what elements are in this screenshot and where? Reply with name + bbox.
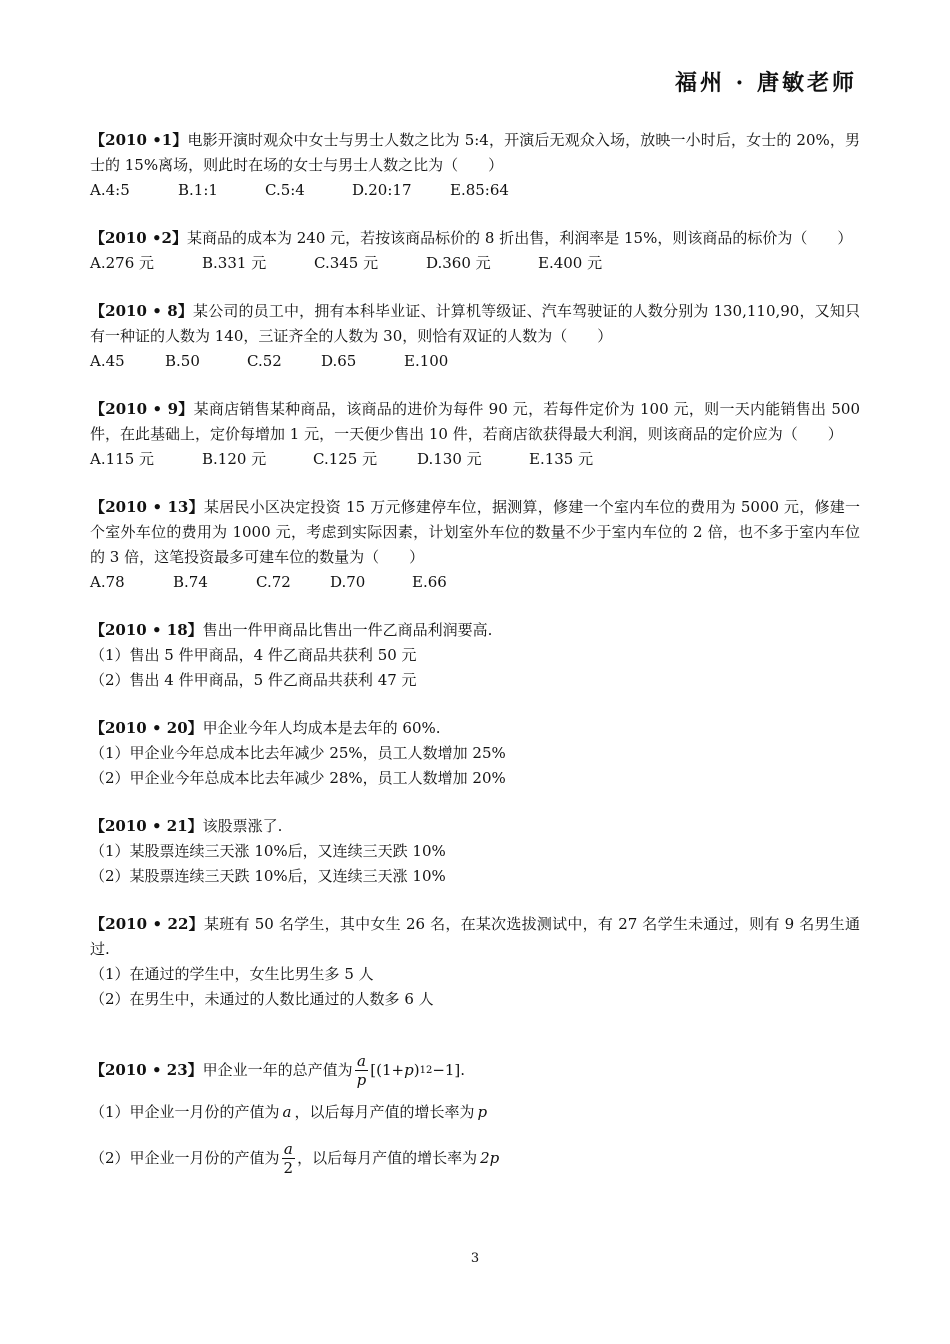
- question-tag: 【2010 •1】: [90, 131, 188, 149]
- condition-1: [90, 1100, 860, 1125]
- page-header: 福州 · 唐敏老师: [675, 70, 857, 96]
- fraction-denominator: p: [356, 1070, 367, 1089]
- option: A.45: [90, 352, 125, 370]
- option: D.130 元: [417, 450, 482, 468]
- question-stem: [90, 912, 860, 962]
- option: B.50: [165, 352, 200, 370]
- question-stem: [90, 618, 860, 643]
- option: D.65: [321, 352, 357, 370]
- question-stem: [90, 814, 860, 839]
- option: B.74: [173, 573, 208, 591]
- option: A.276 元: [90, 254, 154, 272]
- question-text: 电影开演时观众中女士与男士人数之比为 5:4，开演后无观众入场，放映一小时后，女士的 20%，男士的 15%离场，则此时在场的女士与男士人数之比为（ ）: [90, 131, 860, 174]
- condition-text: ，以后每月产值的增长率为: [297, 1148, 478, 1167]
- option: B.331 元: [202, 254, 267, 272]
- question-text: 某公司的员工中，拥有本科毕业证、计算机等级证、汽车驾驶证的人数分别为 130,110,90，又知只有一种证的人数为 140，三证齐全的人数为 30，则恰有双证的人数为（ ）: [90, 302, 861, 345]
- question-stem: [90, 397, 860, 447]
- options-row: [90, 349, 860, 374]
- question-stem: [90, 299, 860, 349]
- page-number: 3: [470, 1251, 480, 1266]
- options-row: [90, 570, 860, 595]
- question-text: 甲企业一年的总产值为: [202, 1060, 353, 1079]
- question-text: 某班有 50 名学生，其中女生 26 名，在某次选拔测试中，有 27 名学生未通过，则有 9 名男生通过.: [90, 915, 861, 958]
- formula-part: .: [460, 1060, 466, 1079]
- question-tag: 【2010 • 8】: [90, 302, 194, 320]
- question-text: 该股票涨了.: [202, 817, 283, 835]
- formula-part: −1]: [432, 1060, 461, 1079]
- condition-2: （2）在男生中，未通过的人数比通过的人数多 6 人: [90, 990, 434, 1008]
- option: A.115 元: [90, 450, 154, 468]
- question-tag: 【2010 • 21】: [90, 817, 203, 835]
- option: C.345 元: [314, 254, 379, 272]
- question-stem: [90, 495, 860, 570]
- question-text: 售出一件甲商品比售出一件乙商品利润要高.: [202, 621, 493, 639]
- condition-2: [90, 1135, 860, 1181]
- option: A.78: [90, 573, 125, 591]
- question-stem: [90, 716, 860, 741]
- question-stem: [90, 226, 860, 251]
- question-tag: 【2010 • 13】: [90, 498, 204, 516]
- options-row: [90, 447, 860, 472]
- option: C.125 元: [313, 450, 378, 468]
- formula-variable: p: [477, 1103, 488, 1121]
- question-tag: 【2010 • 18】: [90, 621, 203, 639]
- question-stem: [90, 128, 860, 178]
- option: D.20:17: [352, 181, 412, 199]
- question-text: 某居民小区决定投资 15 万元修建停车位，据测算，修建一个室内车位的费用为 5000 元，修建一个室外车位的费用为 1000 元，考虑到实际因素，计划室外车位的数量不少于室内车位的 2 倍，也不多于室内车位的 3 倍，这笔投资最多可建车位的数量为（ ）: [90, 498, 861, 566]
- question-text: 某商店销售某种商品，该商品的进价为每件 90 元，若每件定价为 100 元，则一天内能销售出 500 件，在此基础上，定价每增加 1 元，一天便少售出 10 件，若商店欲获得最大利润，则该商品的定价应为（ ）: [90, 400, 860, 443]
- question-tag: 【2010 • 20】: [90, 719, 203, 737]
- option: B.1:1: [178, 181, 218, 199]
- option: B.120 元: [202, 450, 267, 468]
- condition-text: （1）甲企业一月份的产值为: [90, 1103, 280, 1121]
- question-stem: [90, 1050, 860, 1090]
- question-tag: 【2010 •2】: [90, 229, 187, 247]
- question-tag: 【2010 • 23】: [90, 1060, 203, 1079]
- condition-2: （2）售出 4 件甲商品，5 件乙商品共获利 47 元: [90, 671, 417, 689]
- condition-1: （1）某股票连续三天涨 10%后，又连续三天跌 10%: [90, 842, 446, 860]
- question-item: [90, 912, 860, 1012]
- option: A.4:5: [90, 181, 130, 199]
- question-tag: 【2010 • 22】: [90, 915, 204, 933]
- options-row: [90, 251, 860, 276]
- option: C.52: [247, 352, 282, 370]
- question-item: [90, 495, 860, 595]
- question-item: [90, 397, 860, 472]
- fraction: [282, 1140, 296, 1177]
- option: E.66: [412, 573, 447, 591]
- question-item: [90, 814, 860, 889]
- question-item: [90, 1050, 860, 1181]
- question-item: [90, 128, 860, 203]
- option: C.72: [256, 573, 291, 591]
- question-item: [90, 226, 860, 276]
- condition-2: （2）甲企业今年总成本比去年减少 28%，员工人数增加 20%: [90, 769, 506, 787]
- question-list: [90, 128, 860, 1181]
- formula-variable: p: [404, 1060, 414, 1079]
- condition-1: （1）售出 5 件甲商品，4 件乙商品共获利 50 元: [90, 646, 417, 664]
- condition-text: ，以后每月产值的增长率为: [294, 1103, 475, 1121]
- formula-variable: 2p: [480, 1148, 500, 1167]
- formula-exponent: 12: [419, 1064, 433, 1076]
- question-item: [90, 716, 860, 791]
- condition-1: （1）甲企业今年总成本比去年减少 25%，员工人数增加 25%: [90, 744, 506, 762]
- fraction-denominator: 2: [283, 1158, 294, 1177]
- question-text: 某商品的成本为 240 元，若按该商品标价的 8 折出售，利润率是 15%，则该商品的标价为（ ）: [187, 229, 853, 247]
- option: D.360 元: [426, 254, 491, 272]
- fraction: [355, 1052, 369, 1089]
- option: E.85:64: [450, 181, 509, 199]
- condition-text: （2）甲企业一月份的产值为: [90, 1148, 280, 1167]
- options-row: [90, 178, 860, 203]
- question-item: [90, 299, 860, 374]
- fraction-numerator: a: [283, 1139, 293, 1158]
- condition-2: （2）某股票连续三天跌 10%后，又连续三天涨 10%: [90, 867, 446, 885]
- formula-part: [(1+: [370, 1060, 405, 1079]
- option: D.70: [330, 573, 366, 591]
- condition-1: （1）在通过的学生中，女生比男生多 5 人: [90, 965, 374, 983]
- option: C.5:4: [265, 181, 305, 199]
- option: E.135 元: [529, 450, 594, 468]
- question-tag: 【2010 • 9】: [90, 400, 194, 418]
- formula-part: ): [413, 1060, 420, 1079]
- question-item: [90, 618, 860, 693]
- formula-variable: a: [282, 1103, 292, 1121]
- option: E.400 元: [538, 254, 603, 272]
- option: E.100: [404, 352, 449, 370]
- fraction-numerator: a: [357, 1051, 366, 1070]
- question-text: 甲企业今年人均成本是去年的 60%.: [202, 719, 441, 737]
